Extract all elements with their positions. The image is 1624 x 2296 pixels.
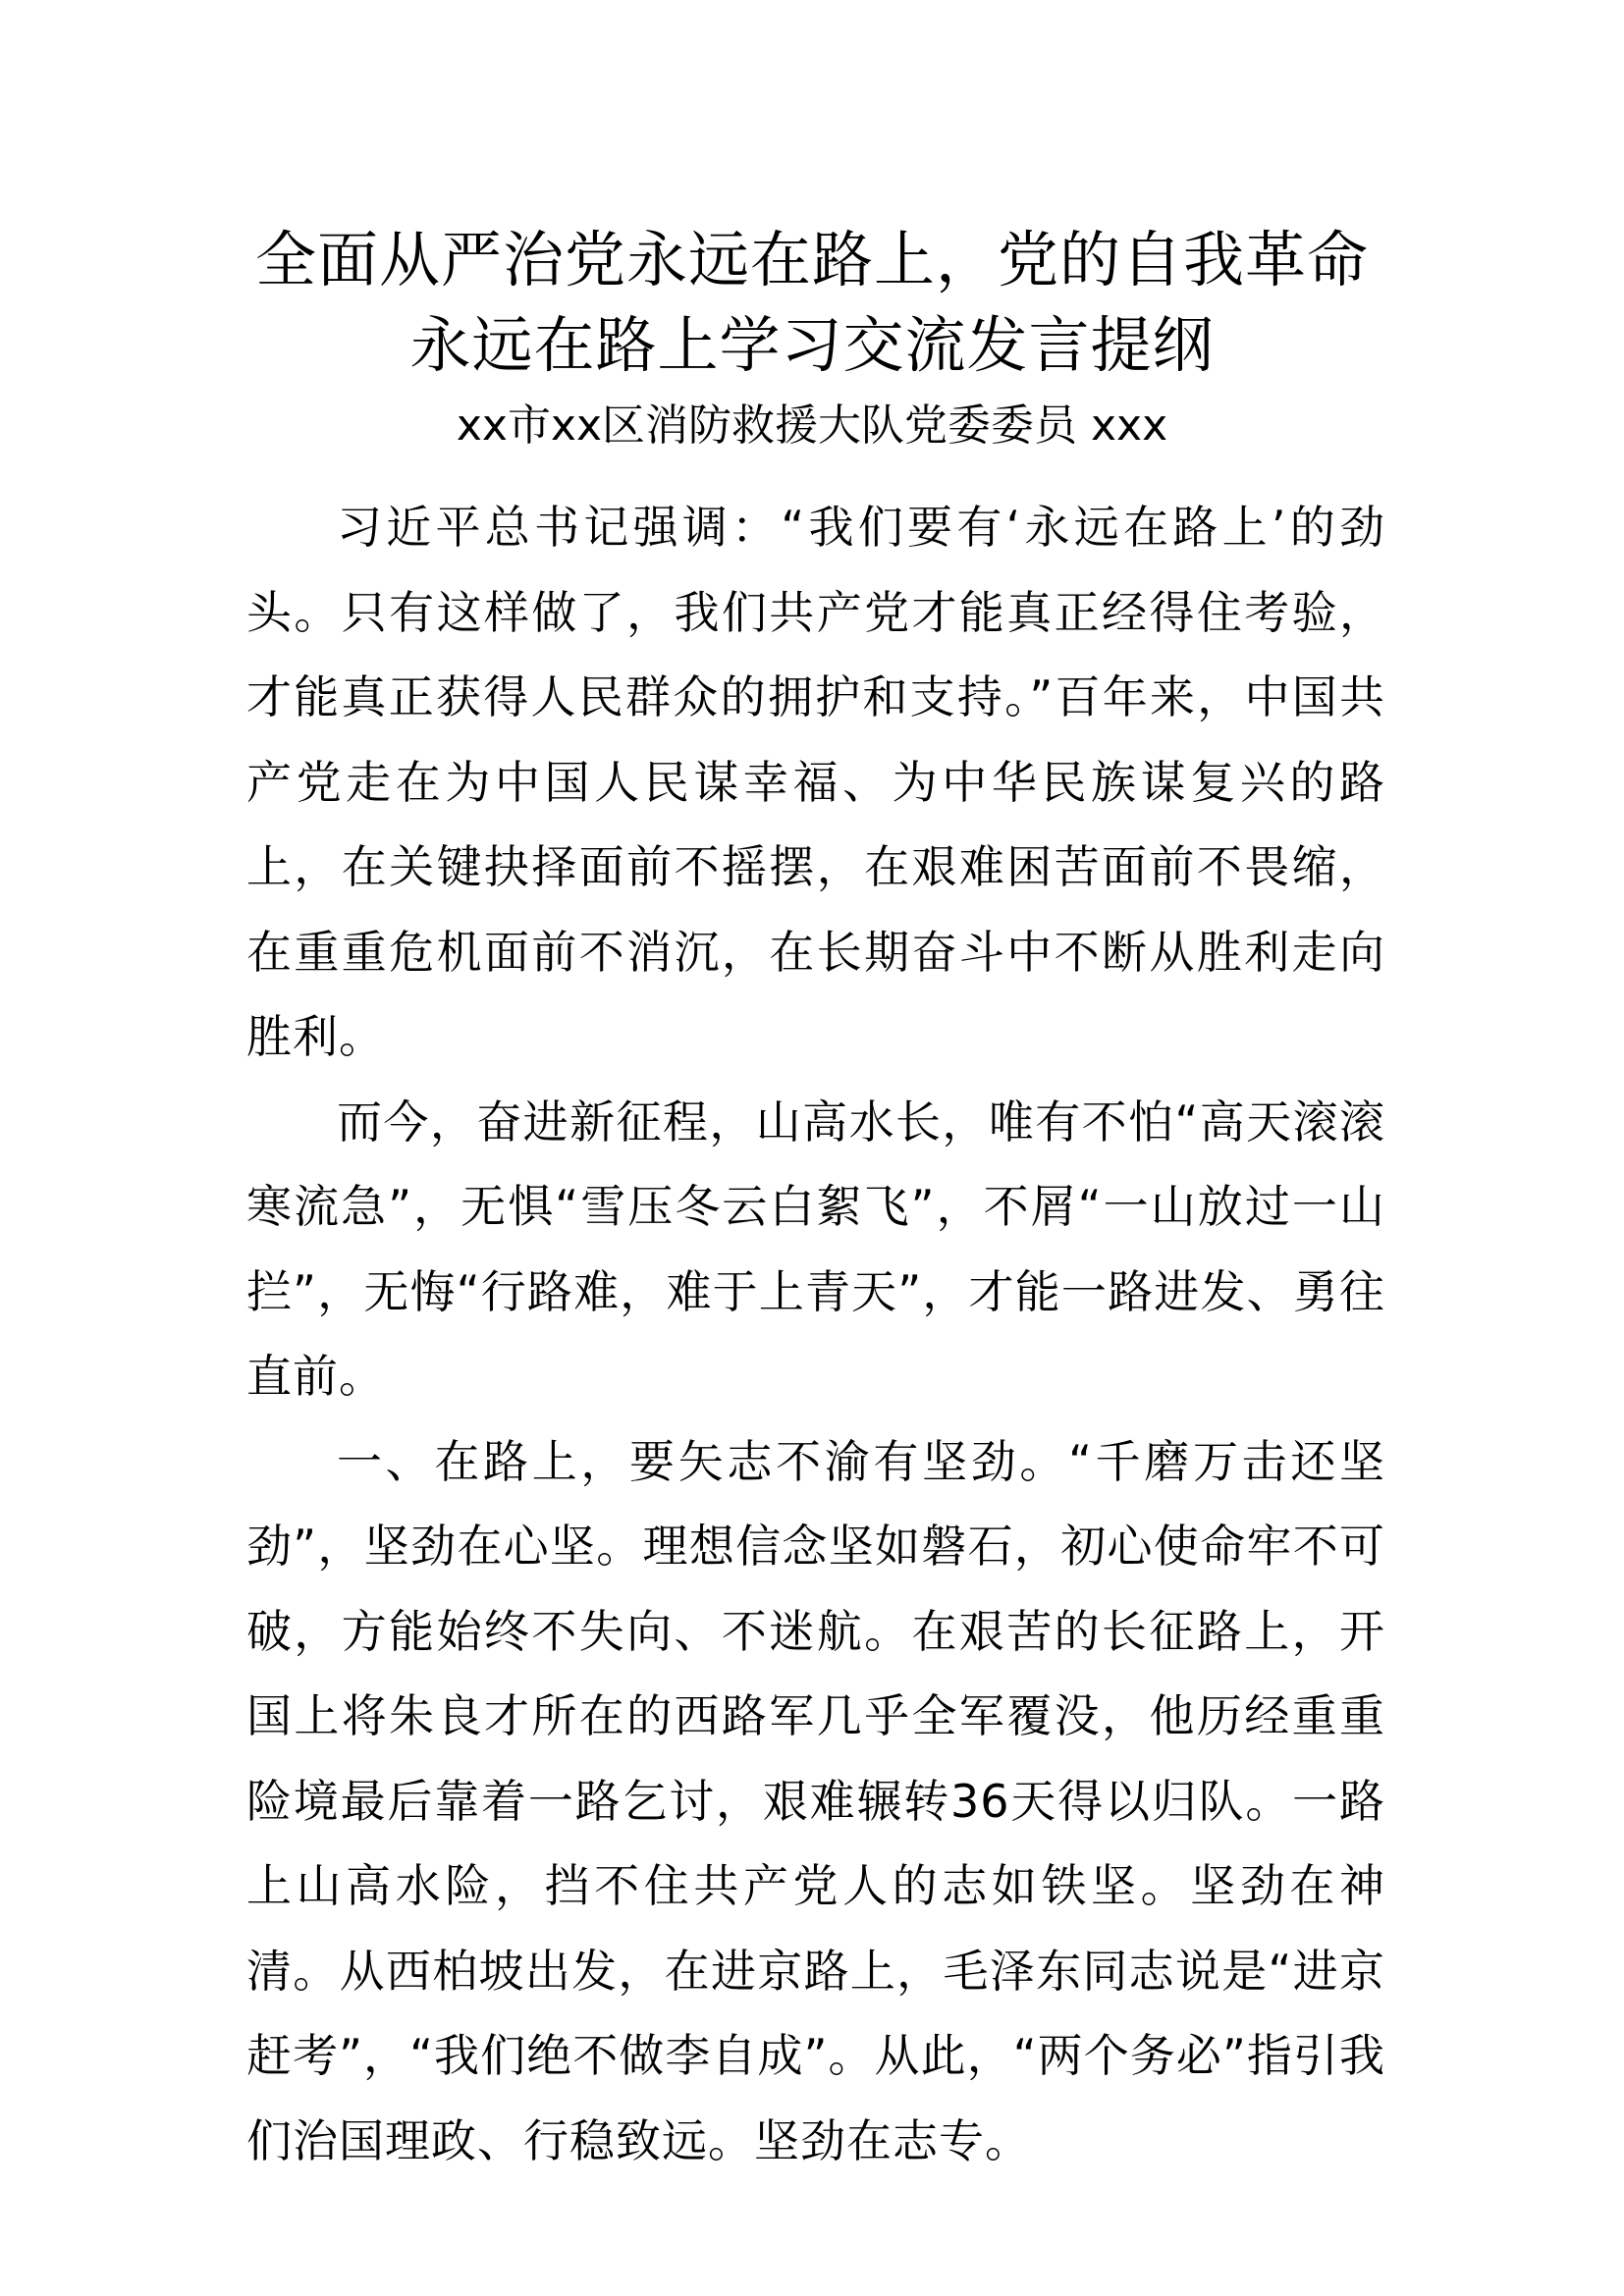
body-paragraph-1: 习近平总书记强调：“我们要有‘永远在路上’的劲头。只有这样做了，我们共产党才能真正经得住考验，才能真正获得人民群众的拥护和支持。”百年来，中国共产党走在为中国人民谋幸福、为中华民族谋复兴的路上，在关键抉择面前不摇摆，在艰难困苦面前不畏缩，在重重危机面前不消沉，在长期奋斗中不断从胜利走向胜利。 — [246, 501, 1385, 1063]
body-paragraph-2: 而今，奋进新征程，山高水长，唯有不怕“高天滚滚寒流急”，无惧“雪压冬云白絮飞”，不屑“一山放过一山拦”，无悔“行路难，难于上青天”，才能一路进发、勇往直前。 — [246, 1095, 1385, 1403]
document-body — [246, 485, 1385, 2183]
document-title-line-2: 永远在路上学习交流发言提纲 — [409, 309, 1215, 381]
document-author: xx市xx区消防救援大队党委委员 xxx — [456, 400, 1168, 451]
document-title-line-1: 全面从严治党永远在路上，党的自我革命 — [254, 224, 1369, 295]
body-paragraph-3: 一、在路上，要矢志不渝有坚劲。“千磨万击还坚劲”，坚劲在心坚。理想信念坚如磐石，初心使命牢不可破，方能始终不失向、不迷航。在艰苦的长征路上，开国上将朱良才所在的西路军几乎全军覆没，他历经重重险境最后靠着一路乞讨，艰难辗转36天得以归队。一路上山高水险，挡不住共产党人的志如铁坚。坚劲在神清。从西柏坡出发，在进京路上，毛泽东同志说是“进京赶考”，“我们绝不做李自成”。从此，“两个务必”指引我们治国理政、行稳致远。坚劲在志专。 — [246, 1434, 1385, 2167]
